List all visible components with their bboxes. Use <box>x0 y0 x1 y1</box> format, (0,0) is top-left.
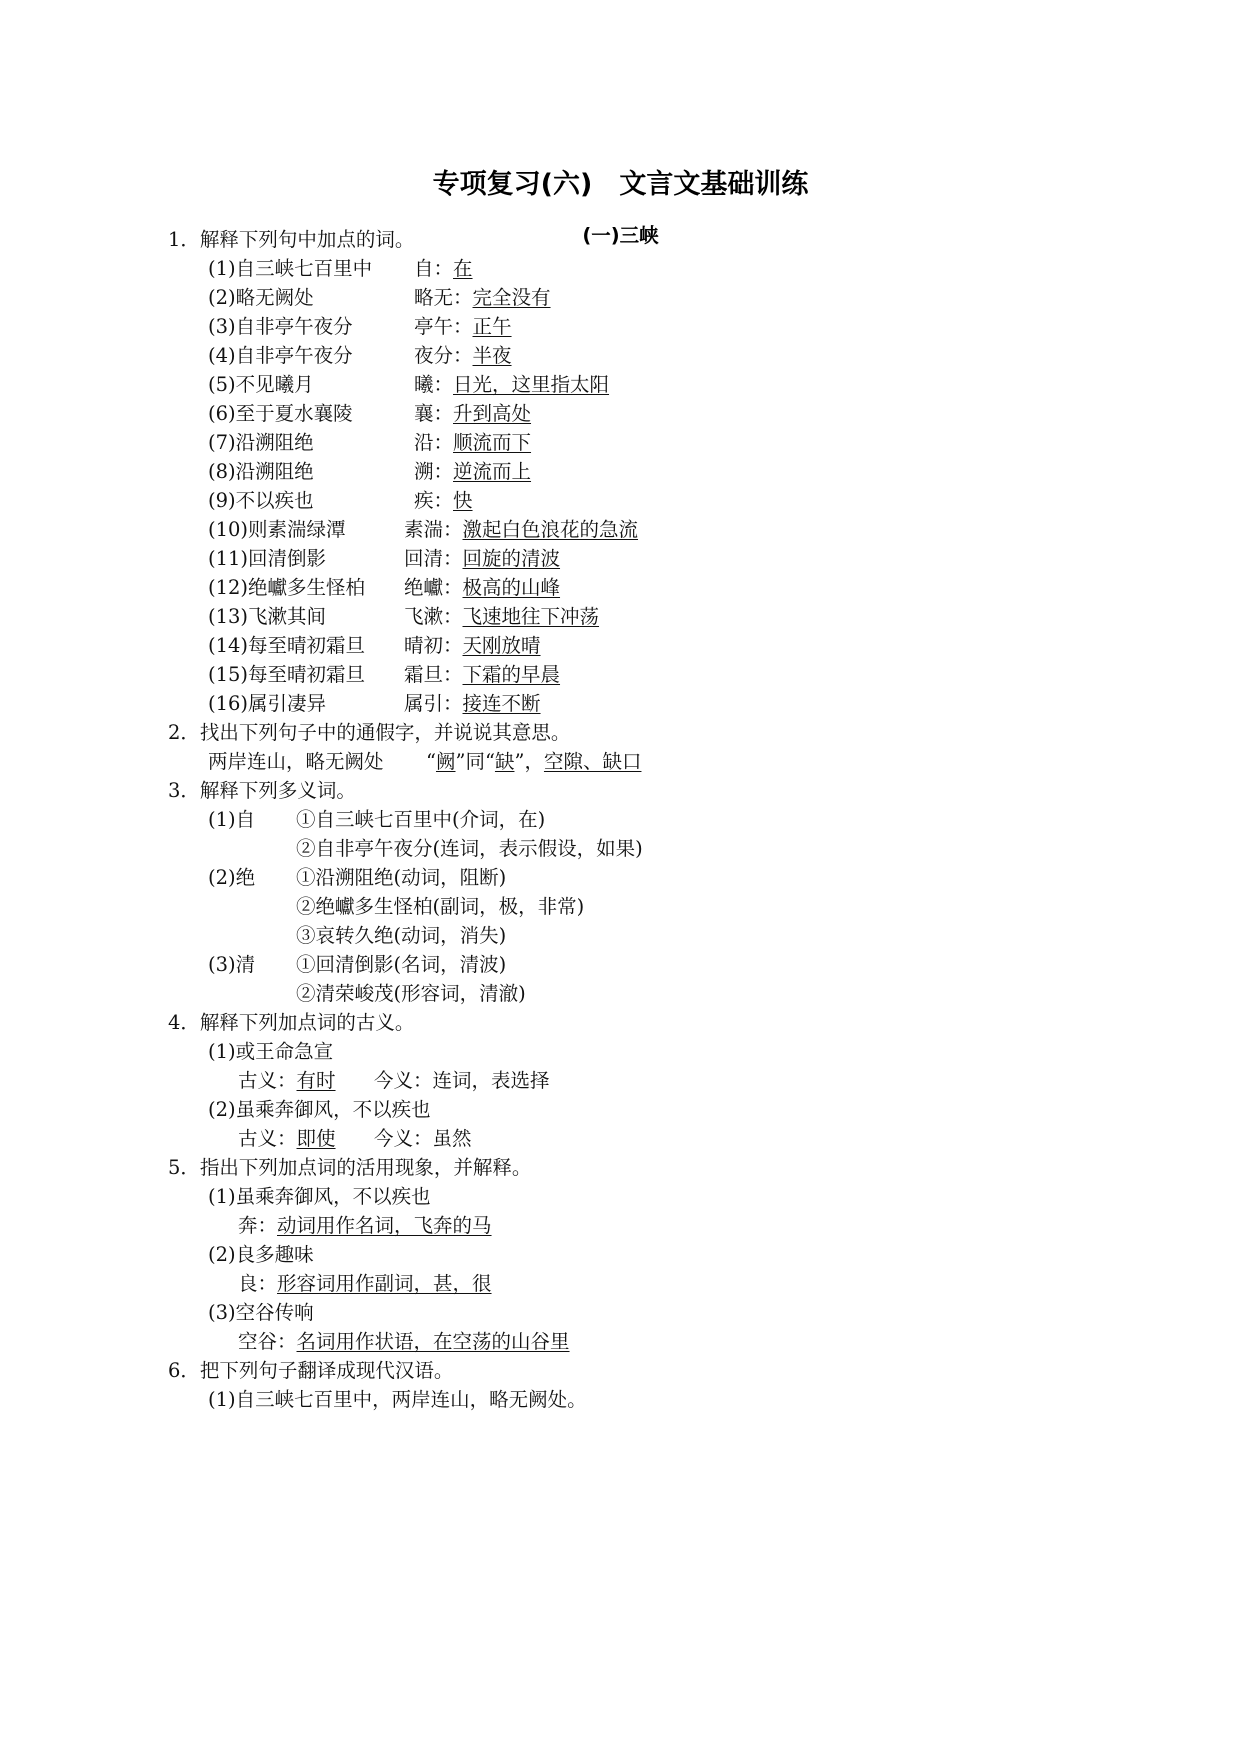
q2-char-2: 缺 <box>494 750 515 773</box>
q1-item-13-answer: 飞速地往下冲荡 <box>462 605 600 628</box>
q4-item-1-sentence: (1)或王命急宣 <box>208 1040 334 1063</box>
q2-quote-open: “ <box>426 750 436 773</box>
q1-item-9-word: 疾： <box>414 489 454 512</box>
q5-item-1-answer: 动词用作名词，飞奔的马 <box>277 1214 492 1237</box>
q5-item-2-answer: 形容词用作副词，甚，很 <box>277 1272 492 1295</box>
q1-item-11-answer: 回旋的清波 <box>462 547 561 570</box>
q1-item-4-word: 夜分： <box>414 344 473 367</box>
q4-item-1-gu-label: 古义： <box>238 1069 297 1092</box>
q1-item-8-answer: 逆流而上 <box>453 460 532 483</box>
q2-answer <box>426 750 641 774</box>
q3-group-3-sense-1: ①回清倒影(名词，清波) <box>296 953 507 976</box>
q1-item-10-gloss <box>404 518 638 542</box>
q5-item-2-word: 良： <box>238 1272 278 1295</box>
q1-item-13-gloss <box>404 605 599 629</box>
q1-item-15-answer: 下霜的早晨 <box>462 663 561 686</box>
q1-item-7-word: 沿： <box>414 431 454 454</box>
q4-item-2-jin <box>374 1127 472 1151</box>
q1-item-16-answer: 接连不断 <box>462 692 541 715</box>
q1-item-8-sentence: (8)沿溯阻绝 <box>208 460 314 483</box>
q1-item-14-answer: 天刚放晴 <box>462 634 541 657</box>
q1-item-5-sentence: (5)不见曦月 <box>208 373 314 396</box>
q1-item-13-word: 飞漱： <box>404 605 463 628</box>
section-subtitle: (一)三峡 <box>582 224 659 247</box>
q1-item-4-gloss <box>414 344 512 368</box>
q1-item-7-sentence: (7)沿溯阻绝 <box>208 431 314 454</box>
q1-item-7-gloss <box>414 431 531 455</box>
q4-item-1-jin-label: 今义： <box>374 1069 433 1092</box>
q3-group-3-sense-2: ②清荣峻茂(形容词，清澈) <box>296 982 526 1005</box>
q1-item-16-gloss <box>404 692 541 716</box>
q5-item-1-word: 奔： <box>238 1214 278 1237</box>
q6-item-1: (1)自三峡七百里中，两岸连山，略无阙处。 <box>208 1388 587 1411</box>
q3-group-1-sense-2: ②自非亭午夜分(连词，表示假设，如果) <box>296 837 643 860</box>
q1-item-12-answer: 极高的山峰 <box>462 576 561 599</box>
q5-item-3-sentence: (3)空谷传响 <box>208 1301 314 1324</box>
q1-item-3-sentence: (3)自非亭午夜分 <box>208 315 353 338</box>
q4-item-2-gu-answer: 即使 <box>296 1127 336 1150</box>
q5-item-1-sentence: (1)虽乘奔御风，不以疾也 <box>208 1185 431 1208</box>
q1-item-9-gloss <box>414 489 473 513</box>
q1-item-4-sentence: (4)自非亭午夜分 <box>208 344 353 367</box>
q1-item-2-answer: 完全没有 <box>472 286 551 309</box>
q4-item-2-jin-answer: 虽然 <box>432 1127 472 1150</box>
q2-quote-close: ”， <box>514 750 544 773</box>
q3-group-3-label: (3)清 <box>208 953 256 976</box>
q1-item-12-word: 绝巘： <box>404 576 463 599</box>
q1-heading: 1．解释下列句中加点的词。 <box>168 228 415 251</box>
q1-item-7-answer: 顺流而下 <box>453 431 532 454</box>
q1-item-5-answer: 日光，这里指太阳 <box>453 373 610 396</box>
q1-item-14-gloss <box>404 634 541 658</box>
q1-item-13-sentence: (13)飞漱其间 <box>208 605 327 628</box>
q1-item-1-gloss <box>414 257 473 281</box>
q1-item-16-sentence: (16)属引凄异 <box>208 692 327 715</box>
q3-group-2-sense-3: ③哀转久绝(动词，消失) <box>296 924 507 947</box>
q1-item-16-word: 属引： <box>404 692 463 715</box>
q4-item-1-gu <box>238 1069 336 1093</box>
q1-item-3-answer: 正午 <box>472 315 512 338</box>
q1-item-3-gloss <box>414 315 512 339</box>
q4-item-1-jin <box>374 1069 550 1093</box>
q1-item-15-gloss <box>404 663 560 687</box>
q4-item-2-gu-label: 古义： <box>238 1127 297 1150</box>
q1-item-2-word: 略无： <box>414 286 473 309</box>
q2-char-1: 阙 <box>435 750 456 773</box>
q1-item-1-answer: 在 <box>453 257 473 280</box>
q3-group-1-label: (1)自 <box>208 808 256 831</box>
q2-mid: ”同“ <box>455 750 495 773</box>
q1-item-2-sentence: (2)略无阙处 <box>208 286 314 309</box>
page-title: 专项复习(六) 文言文基础训练 <box>432 169 809 200</box>
q1-item-11-word: 回清： <box>404 547 463 570</box>
q4-item-2-sentence: (2)虽乘奔御风，不以疾也 <box>208 1098 431 1121</box>
q1-item-1-word: 自： <box>414 257 454 280</box>
q5-heading: 5．指出下列加点词的活用现象，并解释。 <box>168 1156 532 1179</box>
q1-item-6-sentence: (6)至于夏水襄陵 <box>208 402 353 425</box>
q4-item-1-jin-answer: 连词，表选择 <box>432 1069 550 1092</box>
q6-heading: 6．把下列句子翻译成现代汉语。 <box>168 1359 454 1382</box>
q1-item-12-gloss <box>404 576 560 600</box>
q1-item-6-gloss <box>414 402 531 426</box>
q1-item-6-word: 襄： <box>414 402 454 425</box>
q5-item-2-gloss <box>238 1272 492 1296</box>
q1-item-15-word: 霜旦： <box>404 663 463 686</box>
q4-heading: 4．解释下列加点词的古义。 <box>168 1011 415 1034</box>
q3-heading: 3．解释下列多义词。 <box>168 779 356 802</box>
q1-item-2-gloss <box>414 286 551 310</box>
q2-meaning: 空隙、缺口 <box>543 750 642 773</box>
q2-heading: 2．找出下列句子中的通假字，并说说其意思。 <box>168 721 571 744</box>
q4-item-2-gu <box>238 1127 336 1151</box>
q3-group-2-sense-1: ①沿溯阻绝(动词，阻断) <box>296 866 507 889</box>
q1-item-5-gloss <box>414 373 609 397</box>
q1-item-15-sentence: (15)每至晴初霜旦 <box>208 663 366 686</box>
q1-item-10-answer: 激起白色浪花的急流 <box>462 518 639 541</box>
q1-item-8-gloss <box>414 460 531 484</box>
q1-item-9-answer: 快 <box>453 489 473 512</box>
q1-item-11-gloss <box>404 547 560 571</box>
q5-item-3-word: 空谷： <box>238 1330 297 1353</box>
q1-item-3-word: 亭午： <box>414 315 473 338</box>
q5-item-3-gloss <box>238 1330 570 1354</box>
q3-group-2-label: (2)绝 <box>208 866 256 889</box>
q3-group-1-sense-1: ①自三峡七百里中(介词，在) <box>296 808 546 831</box>
q4-item-1-gu-answer: 有时 <box>296 1069 336 1092</box>
q1-item-10-sentence: (10)则素湍绿潭 <box>208 518 346 541</box>
q5-item-1-gloss <box>238 1214 492 1238</box>
q5-item-3-answer: 名词用作状语，在空荡的山谷里 <box>296 1330 570 1353</box>
q1-item-10-word: 素湍： <box>404 518 463 541</box>
q1-item-4-answer: 半夜 <box>472 344 512 367</box>
q1-item-14-sentence: (14)每至晴初霜旦 <box>208 634 366 657</box>
q1-item-6-answer: 升到高处 <box>453 402 532 425</box>
q1-item-12-sentence: (12)绝巘多生怪柏 <box>208 576 366 599</box>
q5-item-2-sentence: (2)良多趣味 <box>208 1243 314 1266</box>
q2-sentence: 两岸连山，略无阙处 <box>208 750 384 773</box>
q1-item-9-sentence: (9)不以疾也 <box>208 489 314 512</box>
q1-item-1-sentence: (1)自三峡七百里中 <box>208 257 373 280</box>
q1-item-8-word: 溯： <box>414 460 454 483</box>
q1-item-5-word: 曦： <box>414 373 454 396</box>
q1-item-11-sentence: (11)回清倒影 <box>208 547 327 570</box>
q3-group-2-sense-2: ②绝巘多生怪柏(副词，极，非常) <box>296 895 585 918</box>
q1-item-14-word: 晴初： <box>404 634 463 657</box>
q4-item-2-jin-label: 今义： <box>374 1127 433 1150</box>
